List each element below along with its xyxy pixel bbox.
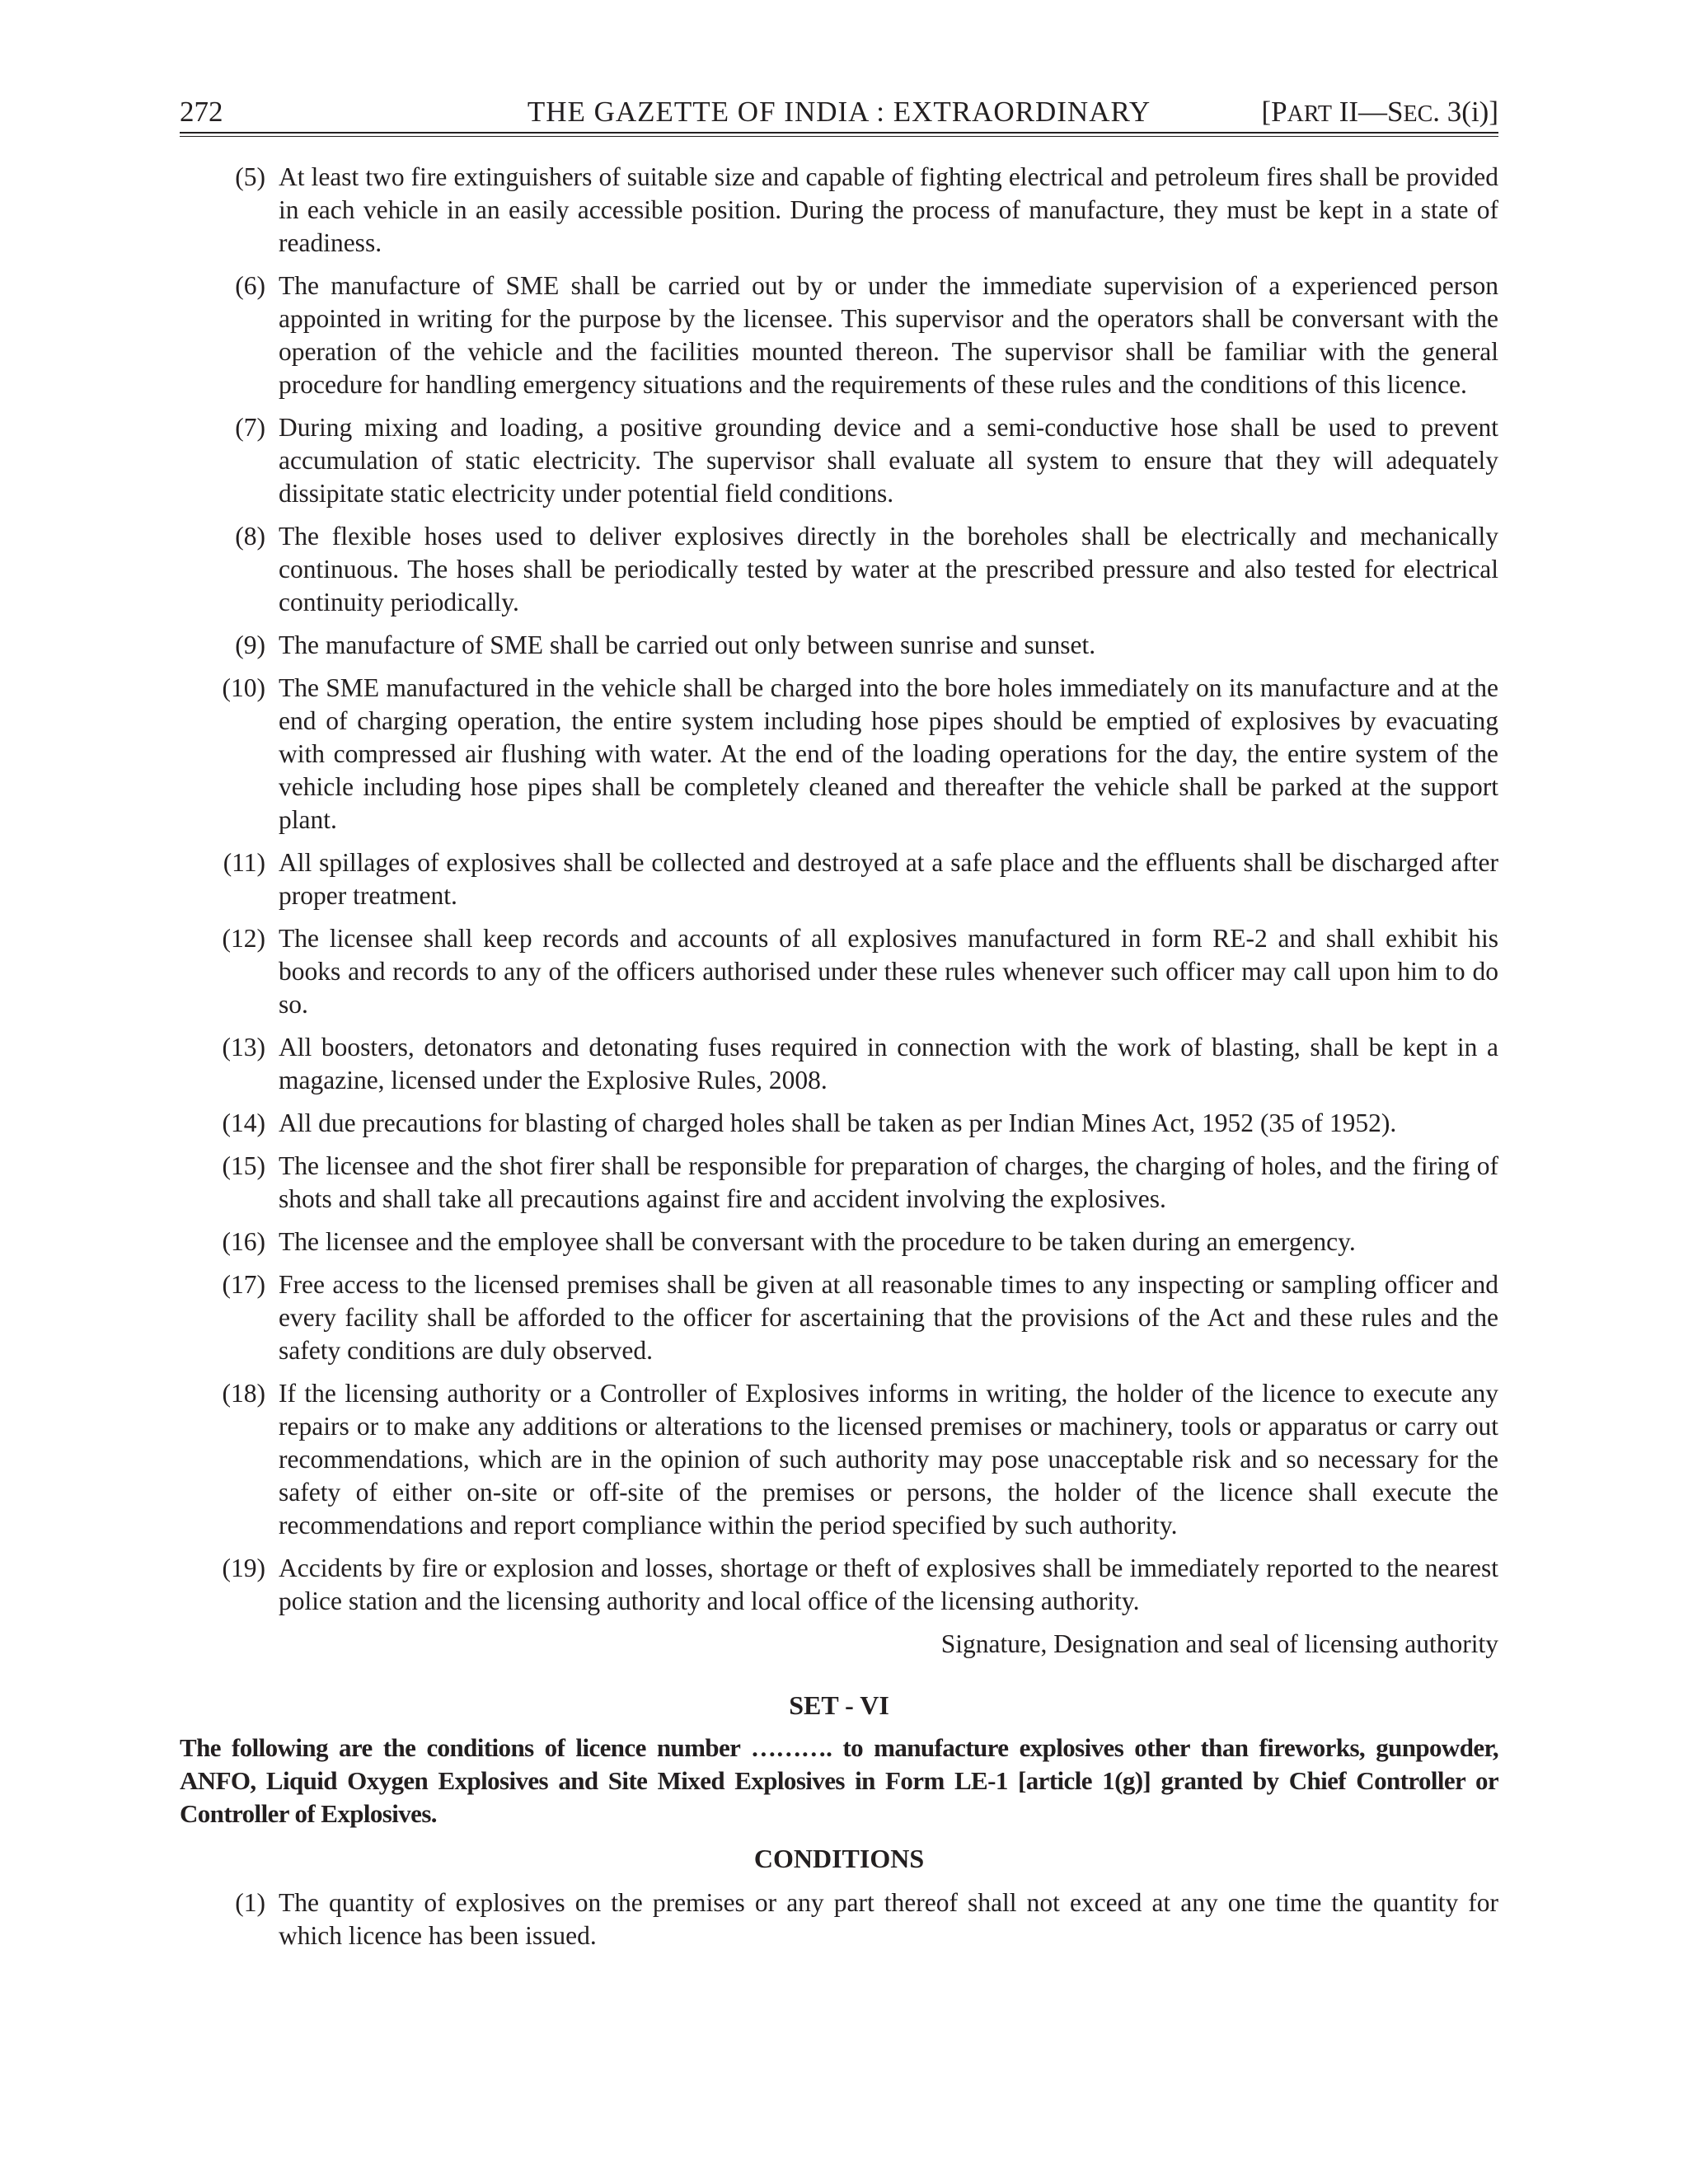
clause-text: All spillages of explosives shall be collected and destroyed at a safe place and the effluents shall be discharged after proper treatment. [279,848,1498,910]
clause-number: (15) [222,1151,265,1180]
clause-number: (11) [223,848,265,877]
clause-text: If the licensing authority or a Controller of Explosives informs in writing, the holder of the licence to execute any repairs or to make any additions or alterations to the licensed premises or machinery, tools or apparatus or carry out recommendations, which are in the opinion of such authority may pose unacceptable risk and so necessary for the safety of either on-site or off-site of the premises or persons, the holder of the licence shall execute the recommendations and report compliance within the period specified by such authority. [279,1379,1498,1540]
clause-number: (18) [222,1379,265,1408]
clause-item [180,922,1498,1021]
set-heading: SET - VI [789,1690,889,1720]
part-section-label: [PART II—SEC. 3(i)] [1261,96,1498,128]
clause-text: Free access to the licensed premises shall be given at all reasonable times to any inspecting or sampling officer and every facility shall be afforded to the officer for ascertaining that the provisions of the Act and these rules and the safety conditions are duly observed. [279,1270,1498,1365]
clause-text: The flexible hoses used to deliver explosives directly in the boreholes shall be electrically and mechanically continuous. The hoses shall be periodically tested by water at the prescribed pressure and also tested for electrical continuity periodically. [279,522,1498,616]
clause-text: During mixing and loading, a positive grounding device and a semi-conductive hose shall be used to prevent accumulation of static electricity. The supervisor shall evaluate all system to ensure that they will adequately dissipitate static electricity under potential field conditions. [279,413,1498,508]
clause-text: All boosters, detonators and detonating fuses required in connection with the work of blasting, shall be kept in a magazine, licensed under the Explosive Rules, 2008. [279,1033,1498,1094]
clause-number: (9) [235,630,265,659]
clause-item [180,846,1498,912]
clause-text: All due precautions for blasting of charged holes shall be taken as per Indian Mines Act, 1952 (35 of 1952). [279,1108,1397,1137]
clause-text: The manufacture of SME shall be carried out only between sunrise and sunset. [279,630,1096,659]
clause-text: The licensee and the shot firer shall be responsible for preparation of charges, the charging of holes, and the firing of shots and shall take all precautions against fire and accident involving the explosives. [279,1151,1498,1213]
clause-text: The licensee and the employee shall be conversant with the procedure to be taken during an emergency. [279,1227,1356,1256]
header-rule-thin [180,136,1498,137]
clause-text: The manufacture of SME shall be carried out by or under the immediate supervision of a experienced person appointed in writing for the purpose by the licensee. This supervisor and the operators shall be conversant with the operation of the vehicle and the facilities mounted thereon. The supervisor shall be familiar with the general procedure for handling emergency situations and the requirements of these rules and the conditions of this licence. [279,271,1498,399]
page-body [180,161,1498,1962]
clause-number: (10) [222,673,265,702]
clause-number: (8) [235,522,265,551]
clause-number: (12) [222,924,265,953]
clause-text: At least two fire extinguishers of suitable size and capable of fighting electrical and petroleum fires shall be provided in each vehicle in an easily accessible position. During the process of manufacture, they must be kept in a state of readiness. [279,162,1498,257]
clause-text: The quantity of explosives on the premises or any part thereof shall not exceed at any one time the quantity for which licence has been issued. [279,1888,1498,1950]
page-header [180,92,1498,132]
clause-item [180,520,1498,619]
clause-text: The licensee shall keep records and accounts of all explosives manufactured in form RE-2 and shall exhibit his books and records to any of the officers authorised under these rules whenever such officer may call upon him to do so. [279,924,1498,1019]
clause-item [180,1031,1498,1097]
clause-number: (17) [222,1270,265,1299]
conditions-heading: CONDITIONS [753,1844,925,1873]
clause-item [180,1150,1498,1216]
clause-number: (5) [235,162,265,191]
clause-item [180,161,1498,260]
clause-number: (16) [222,1227,265,1256]
clause-number: (19) [222,1554,265,1582]
clause-text: The SME manufactured in the vehicle shall be charged into the bore holes immediately on its manufacture and at the end of charging operation, the entire system including hose pipes should be emptied of explosives by evacuating with compressed air flushing with water. At the end of the loading operations for the day, the entire system of the vehicle including hose pipes shall be completely cleaned and thereafter the vehicle shall be parked at the support plant. [279,673,1498,834]
gazette-title: THE GAZETTE OF INDIA : EXTRAORDINARY [527,96,1151,128]
clause-list-set-v [180,161,1498,1618]
clause-list-set-vi [180,1886,1498,1952]
clause-item [180,672,1498,837]
clause-item [180,1268,1498,1367]
clause-number: (1) [235,1888,265,1917]
page-number: 272 [180,96,223,128]
clause-item [180,1377,1498,1542]
clause-item [180,411,1498,510]
set-intro-paragraph: The following are the conditions of licence number ………. to manufacture explosives other than fireworks, gunpowder, ANFO, Liquid Oxygen Explosives and Site Mixed Explosives in Form LE-1 [article 1(g)] granted by Chief Controller or Controller of Explosives. [180,1733,1498,1828]
clause-item [180,269,1498,401]
clause-number: (13) [222,1033,265,1062]
header-rule-thick [180,132,1498,134]
clause-item [180,1552,1498,1618]
clause-number: (6) [235,271,265,300]
clause-item [180,1226,1498,1258]
signature-line: Signature, Designation and seal of licensing authority [940,1629,1498,1658]
clause-number: (14) [222,1108,265,1137]
clause-item [180,629,1498,662]
clause-number: (7) [235,413,265,442]
clause-item [180,1107,1498,1140]
clause-item [180,1886,1498,1952]
clause-text: Accidents by fire or explosion and losses, shortage or theft of explosives shall be immediately reported to the nearest police station and the licensing authority and local office of the licensing authority. [279,1554,1498,1615]
